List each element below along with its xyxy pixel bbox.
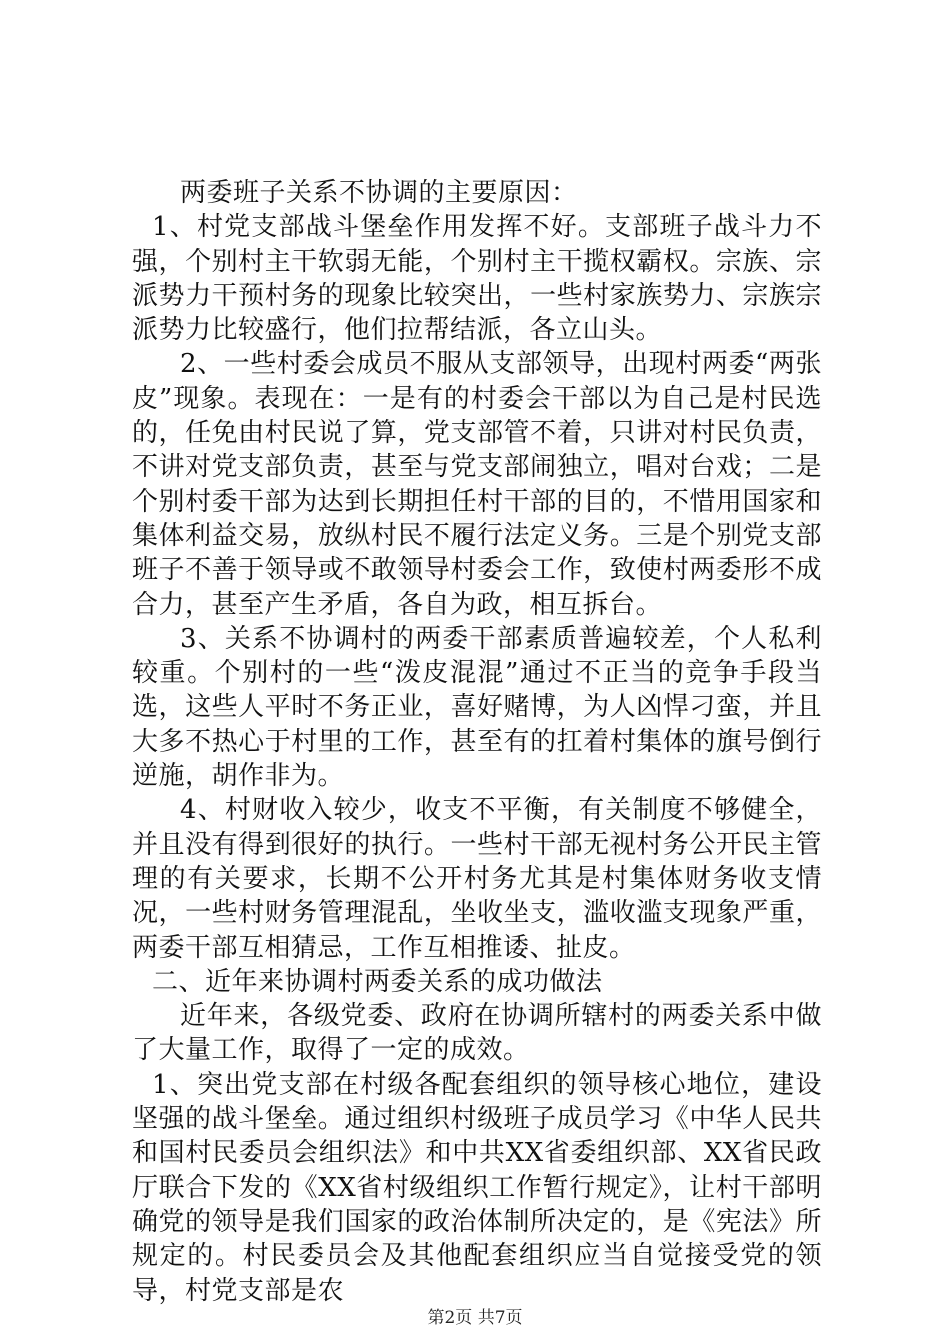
section-intro-heading: 两委班子关系不协调的主要原因： [180,178,578,208]
paragraph-reason-3: 3、关系不协调村的两委干部素质普遍较差，个人私利较重。个别村的一些“泼皮混混”通过不正当的竞争手段当选，这些人平时不务正业，喜好赌博，为人凶悍刁蛮，并且大多不热心于村里的工作，甚至有的扛着村集体的旗号倒行逆施，胡作非为。 [132,623,822,792]
paragraph-reason-1: 1、村党支部战斗堡垒作用发挥不好。支部班子战斗力不强，个别村主干软弱无能，个别村主干揽权霸权。宗族、宗派势力干预村务的现象比较突出，一些村家族势力、宗族宗派势力比较盛行，他们拉帮结派，各立山头。 [132,212,822,346]
section-heading-2: 二、近年来协调村两委关系的成功做法 [152,966,603,997]
paragraph-section-2-intro: 近年来，各级党委、政府在协调所辖村的两委关系中做了大量工作，取得了一定的成效。 [132,1001,822,1066]
page-footer: 第2页 共7页 [427,1308,523,1328]
paragraph-reason-2: 2、一些村委会成员不服从支部领导，出现村两委“两张皮”现象。表现在：一是有的村委会干部以为自己是村民选的，任免由村民说了算，党支部管不着，只讲对村民负责，不讲对党支部负责，甚至与党支部闹独立，唱对台戏；二是个别村委干部为达到长期担任村干部的目的，不惜用国家和集体利益交易，放纵村民不履行法定义务。三是个别党支部班子不善于领导或不敢领导村委会工作，致使村两委形不成合力，甚至产生矛盾，各自为政，相互拆台。 [132,349,822,620]
paragraph-practice-1: 1、突出党支部在村级各配套组织的领导核心地位，建设坚强的战斗堡垒。通过组织村级班子成员学习《中华人民共和国村民委员会组织法》和中共XX省委组织部、XX省民政厅联合下发的《XX省村级组织工作暂行规定》，让村干部明确党的领导是我们国家的政治体制所决定的，是《宪法》所规定的。村民委员会及其他配套组织应当自觉接受党的领导，村党支部是农 [132,1069,822,1306]
document-body [132,176,822,1308]
paragraph-reason-4: 4、村财收入较少，收支不平衡，有关制度不够健全，并且没有得到很好的执行。一些村干部无视村务公开民主管理的有关要求，长期不公开村务尤其是村集体财务收支情况，一些村财务管理混乱，坐收坐支，滥收滥支现象严重，两委干部互相猜忌，工作互相推诿、扯皮。 [132,795,822,963]
